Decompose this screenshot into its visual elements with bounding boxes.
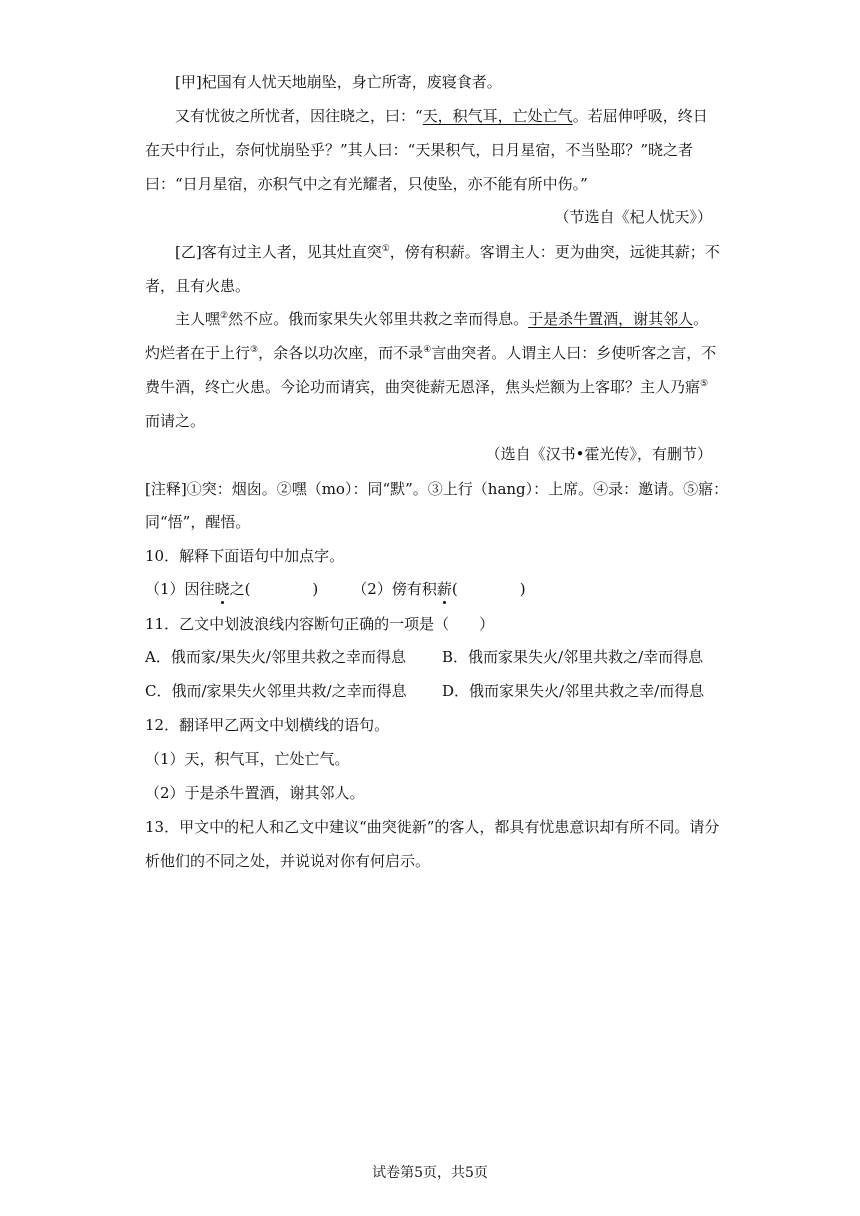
text: 然不应。	[228, 310, 289, 328]
note-marker: ④	[423, 345, 432, 355]
text: 言曲突者。人谓主人曰：乡使听客之言，不	[431, 344, 717, 362]
jia-line-1: [甲]杞国有人忧天地崩坠，身亡所寄，废寝食者。	[175, 73, 502, 91]
text: 之(	[229, 580, 251, 598]
yi-line-3	[175, 309, 708, 329]
notes-line-1: [注释]①突：烟囱。②嘿（mo）：同“默”。③上行（hang）：上席。④录：邀请。⑤寤：	[145, 480, 729, 498]
text: 费牛酒，终亡火患。今论功而请宾，曲突徙薪无恩泽，焦头烂额为上客耶？主人乃寤	[145, 378, 701, 396]
text: 又有忧彼之所忧者，因往晓之，曰：“	[175, 107, 423, 125]
text: （1）因往	[145, 580, 215, 598]
text: ，傍有积薪。客谓主人：更为曲突，远徙其薪；不	[389, 243, 720, 261]
question-11-stem: 11．乙文中划波浪线内容断句正确的一项是（ ）	[145, 615, 495, 633]
note-marker: ⑤	[700, 379, 709, 389]
jia-line-2	[175, 106, 708, 126]
page-footer: 试卷第5页，共5页	[372, 1165, 488, 1181]
text: 主人嘿	[175, 310, 221, 328]
text: 。若屈伸呼吸，终日	[572, 107, 708, 125]
option-D[interactable]: D．俄而家果失火/邻里共救之幸/而得息	[442, 682, 705, 700]
dotted-char: 晓	[214, 580, 230, 598]
option-C[interactable]: C．俄而/家果失火邻里共救/之幸而得息	[145, 682, 407, 700]
text: [乙]客有过主人者，见其灶直突	[175, 243, 382, 261]
text: （2）傍有积	[352, 580, 437, 598]
underlined-sentence-jia: 天，积气耳，亡处亡气	[422, 107, 573, 125]
notes-line-2: 同“悟”，醒悟。	[145, 513, 251, 531]
yi-line-1	[175, 242, 720, 262]
dotted-char: 薪	[436, 580, 452, 598]
text: (	[451, 580, 458, 598]
note-marker: ②	[220, 311, 229, 321]
yi-line-2: 者，且有火患。	[145, 277, 251, 295]
jia-line-3: 在天中行止，奈何忧崩坠乎？”其人曰：“天果积气，日月星宿，不当坠耶？”晓之者	[145, 141, 694, 159]
question-12-sentence-1: （1）天，积气耳，亡处亡气。	[145, 750, 350, 768]
wavy-line-sentence: 俄而家果失火邻里共救之幸而得息	[288, 310, 514, 328]
question-13-line-2: 析他们的不同之处，并说说对你有何启示。	[145, 852, 431, 870]
question-12-sentence-2: （2）于是杀牛置酒，谢其邻人。	[145, 784, 365, 802]
option-A[interactable]: A．俄而家/果失火/邻里共救之幸而得息	[145, 648, 406, 666]
question-13-line-1: 13．甲文中的杞人和乙文中建议“曲突徙新”的客人，都具有忧患意识却有所不同。请分	[145, 818, 720, 836]
text: 。	[513, 310, 529, 328]
text: 灼烂者在于上行	[145, 344, 251, 362]
underlined-sentence-yi: 于是杀牛置酒，谢其邻人	[528, 310, 694, 328]
question-10-stem: 10．解释下面语句中加点字。	[145, 547, 345, 565]
yi-source: （选自《汉书•霍光传》，有删节）	[485, 445, 712, 463]
text: 。	[693, 310, 709, 328]
question-12-stem: 12．翻译甲乙两文中划横线的语句。	[145, 716, 390, 734]
question-10-items	[145, 579, 526, 599]
jia-line-4: 曰：“日月星宿，亦积气中之有光耀者，只使坠，亦不能有所中伤。”	[145, 175, 588, 193]
text: )	[312, 580, 319, 598]
jia-source: （节选自《杞人忧天》）	[554, 208, 712, 226]
option-B[interactable]: B．俄而家果失火/邻里共救之/幸而得息	[442, 648, 704, 666]
note-marker: ③	[250, 345, 259, 355]
yi-line-4	[145, 343, 716, 363]
text: )	[519, 580, 526, 598]
text: ，余各以功次座，而不录	[258, 344, 424, 362]
yi-line-5	[145, 377, 708, 397]
yi-line-6: 而请之。	[145, 412, 206, 430]
note-marker: ①	[381, 244, 390, 254]
